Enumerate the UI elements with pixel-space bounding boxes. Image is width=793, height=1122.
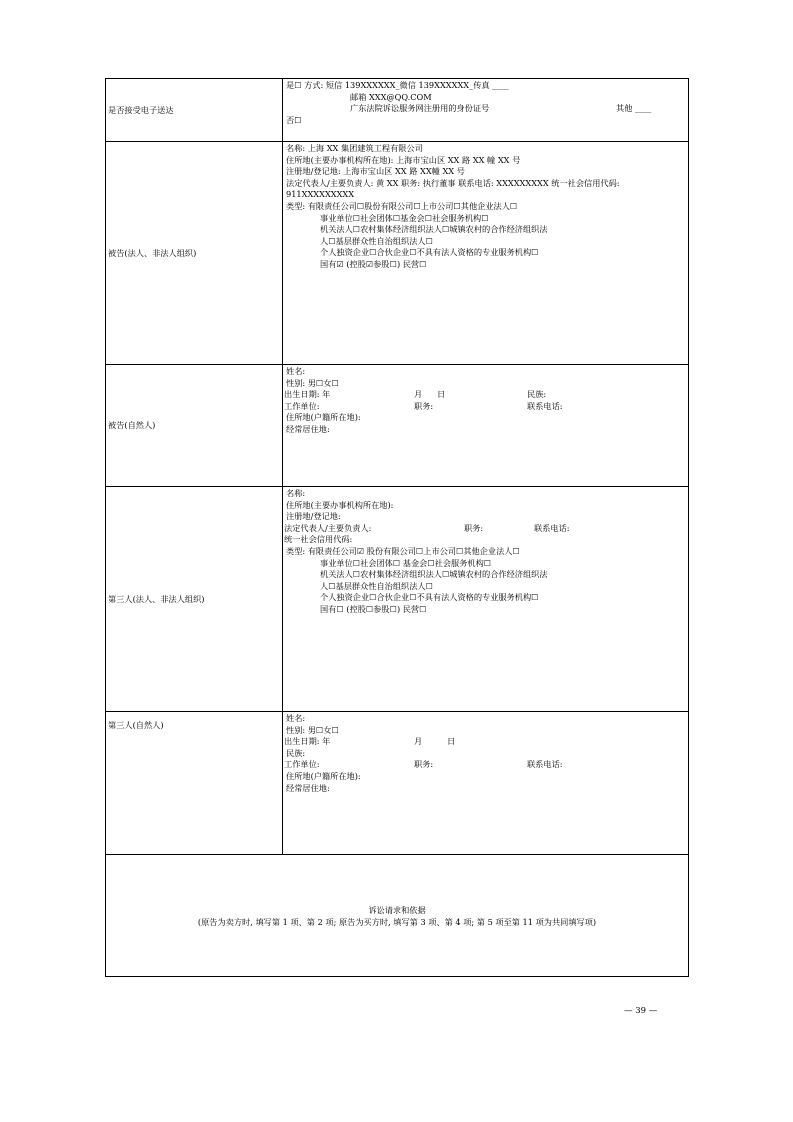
third-person-phone: 联系电话: (527, 759, 563, 770)
third-org-credit: 统一社会信用代码: (284, 534, 353, 545)
defendant-person-label: 被告(自然人) (106, 365, 283, 487)
defendant-person-work: 工作单位: (284, 400, 320, 411)
third-person-gender: 性别: 男☐女☐ (286, 724, 339, 735)
defendant-person-residence: 住所地(户籍所在地): (286, 412, 361, 423)
third-person-month: 月 (414, 736, 423, 747)
third-person-label: 第三人(自然人) (106, 712, 283, 855)
defendant-org-line: 911XXXXXXXXX (286, 189, 355, 200)
third-person-cell (283, 712, 689, 855)
third-org-type-line: 国有☐ (控股☐参股☐) 民营☐ (320, 603, 427, 614)
electronic-no-line: 否☐ (286, 114, 302, 125)
third-org-row (106, 487, 689, 712)
electronic-service-cell (283, 79, 689, 142)
defendant-person-name: 姓名: (286, 366, 306, 376)
defendant-person-gender: 性别: 男☐女☐ (286, 377, 339, 388)
defendant-org-label: 被告(法人、非法人组织) (106, 142, 283, 365)
third-person-birth: 出生日期: 年 (284, 736, 331, 747)
third-org-address: 住所地(主要办事机构所在地): (286, 499, 394, 510)
defendant-person-birth-line (284, 389, 686, 401)
defendant-person-row (106, 365, 689, 487)
third-person-day: 日 (447, 736, 456, 747)
defendant-org-cell (283, 142, 689, 365)
defendant-org-type-line: 机关法人☐农村集体经济组织法人☐城镇农村的合作经济组织法 (320, 224, 548, 235)
claims-title: 诉讼请求和依据 (368, 904, 426, 915)
third-org-rep: 法定代表人/主要负责人: (284, 522, 372, 533)
defendant-person-month: 月 (414, 389, 423, 400)
third-org-name: 名称: (286, 488, 306, 498)
defendant-person-cell (283, 365, 689, 487)
page-number: — 39 — (624, 1006, 658, 1016)
third-person-work-line (284, 759, 686, 771)
third-org-type-line: 个人独资企业☐合伙企业☐不具有法人资格的专业服务机构☐ (320, 592, 539, 603)
electronic-yes-line: 是☐ 方式: 短信 139XXXXXX_微信 139XXXXXX_传真 ____ (286, 80, 509, 90)
electronic-service-row (106, 79, 689, 142)
defendant-person-habitual: 经常居住地: (286, 423, 330, 434)
defendant-org-line: 名称: 上海 XX 集团建筑工程有限公司 (286, 143, 423, 153)
third-person-birth-line (284, 736, 686, 748)
third-person-habitual: 经常居住地: (286, 782, 330, 793)
third-org-label: 第三人(法人、非法人组织) (106, 487, 283, 712)
defendant-org-type-line: 人☐基层群众性自治组织法人☐ (320, 235, 433, 246)
defendant-org-line: 住所地(主要办事机构所在地): 上海市宝山区 XX 路 XX 幢 XX 号 (286, 154, 521, 165)
third-org-type-line: 事业单位☐社会团体☐ 基金会☐社会服务机构☐ (320, 557, 492, 568)
third-person-position: 职务: (414, 759, 434, 770)
third-org-rep-line (284, 523, 686, 535)
electronic-other-text: 其他 ____ (616, 103, 652, 114)
third-org-position: 职务: (464, 522, 484, 533)
defendant-org-row (106, 142, 689, 365)
third-org-type-line: 机关法人☐农村集体经济组织法人☐城镇农村的合作经济组织法 (320, 569, 548, 580)
defendant-person-position: 职务: (414, 400, 434, 411)
defendant-person-day: 日 (437, 389, 446, 400)
electronic-id-text: 广东法院诉讼服务网注册用的身份证号 (350, 103, 490, 114)
third-org-type-line: 人☐基层群众性自治组织法人☐ (320, 580, 433, 591)
claims-note: (原告为卖方时, 填写第 1 项、第 2 项; 原告为买方时, 填写第 3 项、第 4 项; 第 5 项至第 11 项为共同填写项) (197, 916, 597, 927)
defendant-org-type-line: 事业单位☐社会团体☐基金会☐社会服务机构☐ (320, 212, 489, 223)
defendant-org-type-line: 国有☑ (控股☑参股☐) 民营☐ (320, 258, 427, 269)
claims-cell (106, 855, 689, 977)
complaint-form-table (105, 78, 689, 977)
electronic-service-label: 是否接受电子送达 (106, 79, 283, 142)
third-person-residence: 住所地(户籍所在地): (286, 770, 361, 781)
third-person-row (106, 712, 689, 855)
defendant-org-line: 注册地/登记地: 上海市宝山区 XX 路 XX幢 XX 号 (286, 166, 465, 177)
third-org-registered: 注册地/登记地: (286, 511, 341, 522)
third-person-ethnicity: 民族: (286, 747, 306, 758)
third-org-phone: 联系电话: (534, 522, 570, 533)
defendant-person-birth: 出生日期: 年 (284, 389, 331, 400)
defendant-person-phone: 联系电话: (527, 400, 563, 411)
defendant-org-line: 类型: 有限责任公司☐股份有限公司☐上市公司☐其他企业法人☐ (286, 200, 518, 211)
third-org-cell (283, 487, 689, 712)
third-person-name: 姓名: (286, 713, 306, 723)
third-person-work: 工作单位: (284, 759, 320, 770)
claims-row (106, 855, 689, 977)
defendant-org-line: 法定代表人/主要负责人: 黄 XX 职务: 执行董事 联系电话: XXXXXXXXX 统一社会信用代码: (286, 177, 620, 188)
electronic-id-line (286, 103, 686, 115)
electronic-email-line: 邮箱 XXX@QQ.COM (350, 91, 432, 102)
defendant-org-type-line: 个人独资企业☐合伙企业☐不具有法人资格的专业服务机构☐ (320, 247, 539, 258)
third-org-type: 类型: 有限责任公司☑ 股份有限公司☐上市公司☐其他企业法人☐ (286, 545, 520, 556)
defendant-person-work-line (284, 401, 686, 413)
defendant-person-ethnicity: 民族: (527, 389, 547, 400)
